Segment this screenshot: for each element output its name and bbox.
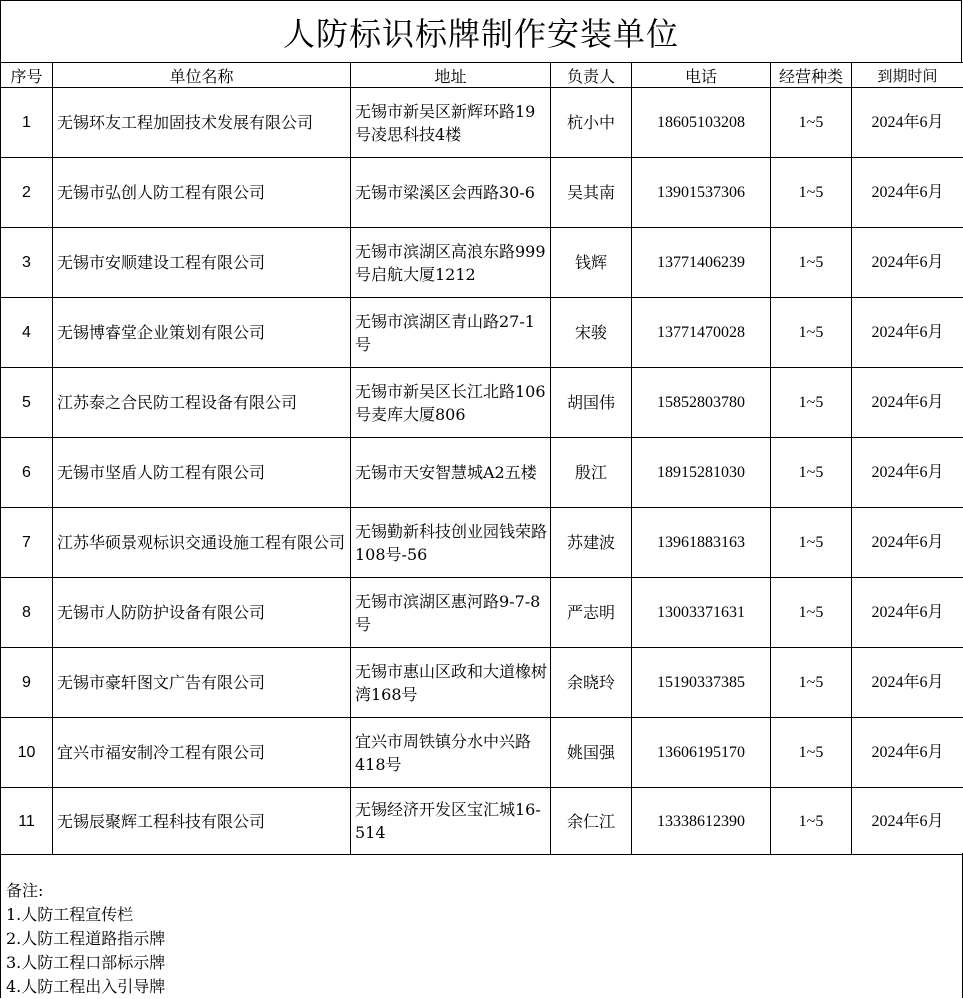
cell-person: 宋骏 bbox=[551, 298, 632, 368]
cell-address: 无锡市惠山区政和大道橡树湾168号 bbox=[351, 648, 551, 718]
cell-no: 10 bbox=[1, 718, 53, 788]
cell-name: 无锡环友工程加固技术发展有限公司 bbox=[53, 88, 351, 158]
cell-person: 余仁江 bbox=[551, 788, 632, 855]
cell-phone: 18605103208 bbox=[632, 88, 771, 158]
cell-name: 江苏华硕景观标识交通设施工程有限公司 bbox=[53, 508, 351, 578]
cell-person: 钱辉 bbox=[551, 228, 632, 298]
table-row bbox=[1, 438, 963, 508]
table-row bbox=[1, 368, 963, 438]
cell-person: 杭小中 bbox=[551, 88, 632, 158]
cell-address: 无锡市滨湖区高浪东路999号启航大厦1212 bbox=[351, 228, 551, 298]
cell-type: 1~5 bbox=[771, 648, 852, 718]
table-row bbox=[1, 508, 963, 578]
cell-address: 宜兴市周铁镇分水中兴路418号 bbox=[351, 718, 551, 788]
cell-type: 1~5 bbox=[771, 578, 852, 648]
cell-person: 苏建波 bbox=[551, 508, 632, 578]
units-table bbox=[0, 62, 963, 855]
cell-type: 1~5 bbox=[771, 158, 852, 228]
table-row bbox=[1, 158, 963, 228]
cell-type: 1~5 bbox=[771, 298, 852, 368]
note-item: 3.人防工程口部标示牌 bbox=[6, 951, 962, 975]
cell-person: 严志明 bbox=[551, 578, 632, 648]
cell-address: 无锡市梁溪区会西路30-6 bbox=[351, 158, 551, 228]
cell-address: 无锡勤新科技创业园钱荣路108号-56 bbox=[351, 508, 551, 578]
cell-type: 1~5 bbox=[771, 88, 852, 158]
cell-phone: 18915281030 bbox=[632, 438, 771, 508]
cell-no: 8 bbox=[1, 578, 53, 648]
cell-type: 1~5 bbox=[771, 368, 852, 438]
cell-type: 1~5 bbox=[771, 788, 852, 855]
header-no: 序号 bbox=[1, 63, 53, 88]
cell-address: 无锡经济开发区宝汇城16-514 bbox=[351, 788, 551, 855]
cell-no: 3 bbox=[1, 228, 53, 298]
notes-label: 备注: bbox=[6, 879, 962, 903]
cell-address: 无锡市天安智慧城A2五楼 bbox=[351, 438, 551, 508]
note-item: 4.人防工程出入引导牌 bbox=[6, 975, 962, 999]
cell-person: 吴其南 bbox=[551, 158, 632, 228]
header-type: 经营种类 bbox=[771, 63, 852, 88]
cell-person: 胡国伟 bbox=[551, 368, 632, 438]
cell-name: 无锡辰聚辉工程科技有限公司 bbox=[53, 788, 351, 855]
cell-expiry: 2024年6月 bbox=[852, 88, 963, 158]
cell-expiry: 2024年6月 bbox=[852, 718, 963, 788]
cell-phone: 13338612390 bbox=[632, 788, 771, 855]
cell-expiry: 2024年6月 bbox=[852, 298, 963, 368]
cell-name: 江苏泰之合民防工程设备有限公司 bbox=[53, 368, 351, 438]
cell-expiry: 2024年6月 bbox=[852, 158, 963, 228]
note-item: 1.人防工程宣传栏 bbox=[6, 903, 962, 927]
table-row bbox=[1, 578, 963, 648]
cell-phone: 13003371631 bbox=[632, 578, 771, 648]
cell-phone: 15190337385 bbox=[632, 648, 771, 718]
page-title: 人防标识标牌制作安装单位 bbox=[0, 0, 962, 62]
cell-address: 无锡市滨湖区惠河路9-7-8号 bbox=[351, 578, 551, 648]
cell-expiry: 2024年6月 bbox=[852, 508, 963, 578]
header-address: 地址 bbox=[351, 63, 551, 88]
cell-person: 余晓玲 bbox=[551, 648, 632, 718]
notes-section bbox=[0, 853, 963, 998]
cell-person: 殷江 bbox=[551, 438, 632, 508]
cell-phone: 13901537306 bbox=[632, 158, 771, 228]
header-person: 负责人 bbox=[551, 63, 632, 88]
header-name: 单位名称 bbox=[53, 63, 351, 88]
cell-phone: 15852803780 bbox=[632, 368, 771, 438]
cell-no: 7 bbox=[1, 508, 53, 578]
table-row bbox=[1, 648, 963, 718]
header-phone: 电话 bbox=[632, 63, 771, 88]
cell-address: 无锡市新吴区长江北路106号麦库大厦806 bbox=[351, 368, 551, 438]
header-row bbox=[1, 63, 963, 88]
cell-name: 无锡博睿堂企业策划有限公司 bbox=[53, 298, 351, 368]
cell-expiry: 2024年6月 bbox=[852, 648, 963, 718]
cell-type: 1~5 bbox=[771, 438, 852, 508]
cell-name: 无锡市坚盾人防工程有限公司 bbox=[53, 438, 351, 508]
cell-no: 11 bbox=[1, 788, 53, 855]
cell-name: 无锡市安顺建设工程有限公司 bbox=[53, 228, 351, 298]
cell-phone: 13961883163 bbox=[632, 508, 771, 578]
cell-type: 1~5 bbox=[771, 508, 852, 578]
cell-type: 1~5 bbox=[771, 228, 852, 298]
cell-type: 1~5 bbox=[771, 718, 852, 788]
cell-expiry: 2024年6月 bbox=[852, 228, 963, 298]
cell-address: 无锡市新吴区新辉环路19号凌思科技4楼 bbox=[351, 88, 551, 158]
table-row bbox=[1, 718, 963, 788]
header-expiry: 到期时间 bbox=[852, 63, 963, 88]
cell-phone: 13771470028 bbox=[632, 298, 771, 368]
table-row bbox=[1, 788, 963, 855]
cell-expiry: 2024年6月 bbox=[852, 578, 963, 648]
cell-name: 无锡市豪轩图文广告有限公司 bbox=[53, 648, 351, 718]
cell-no: 4 bbox=[1, 298, 53, 368]
cell-person: 姚国强 bbox=[551, 718, 632, 788]
cell-phone: 13606195170 bbox=[632, 718, 771, 788]
cell-name: 无锡市弘创人防工程有限公司 bbox=[53, 158, 351, 228]
table-row bbox=[1, 298, 963, 368]
cell-no: 5 bbox=[1, 368, 53, 438]
cell-no: 6 bbox=[1, 438, 53, 508]
cell-no: 1 bbox=[1, 88, 53, 158]
cell-no: 9 bbox=[1, 648, 53, 718]
cell-expiry: 2024年6月 bbox=[852, 438, 963, 508]
note-item: 2.人防工程道路指示牌 bbox=[6, 927, 962, 951]
cell-name: 宜兴市福安制冷工程有限公司 bbox=[53, 718, 351, 788]
cell-expiry: 2024年6月 bbox=[852, 368, 963, 438]
table-row bbox=[1, 228, 963, 298]
table-row bbox=[1, 88, 963, 158]
cell-name: 无锡市人防防护设备有限公司 bbox=[53, 578, 351, 648]
cell-phone: 13771406239 bbox=[632, 228, 771, 298]
cell-no: 2 bbox=[1, 158, 53, 228]
cell-expiry: 2024年6月 bbox=[852, 788, 963, 855]
cell-address: 无锡市滨湖区青山路27-1号 bbox=[351, 298, 551, 368]
